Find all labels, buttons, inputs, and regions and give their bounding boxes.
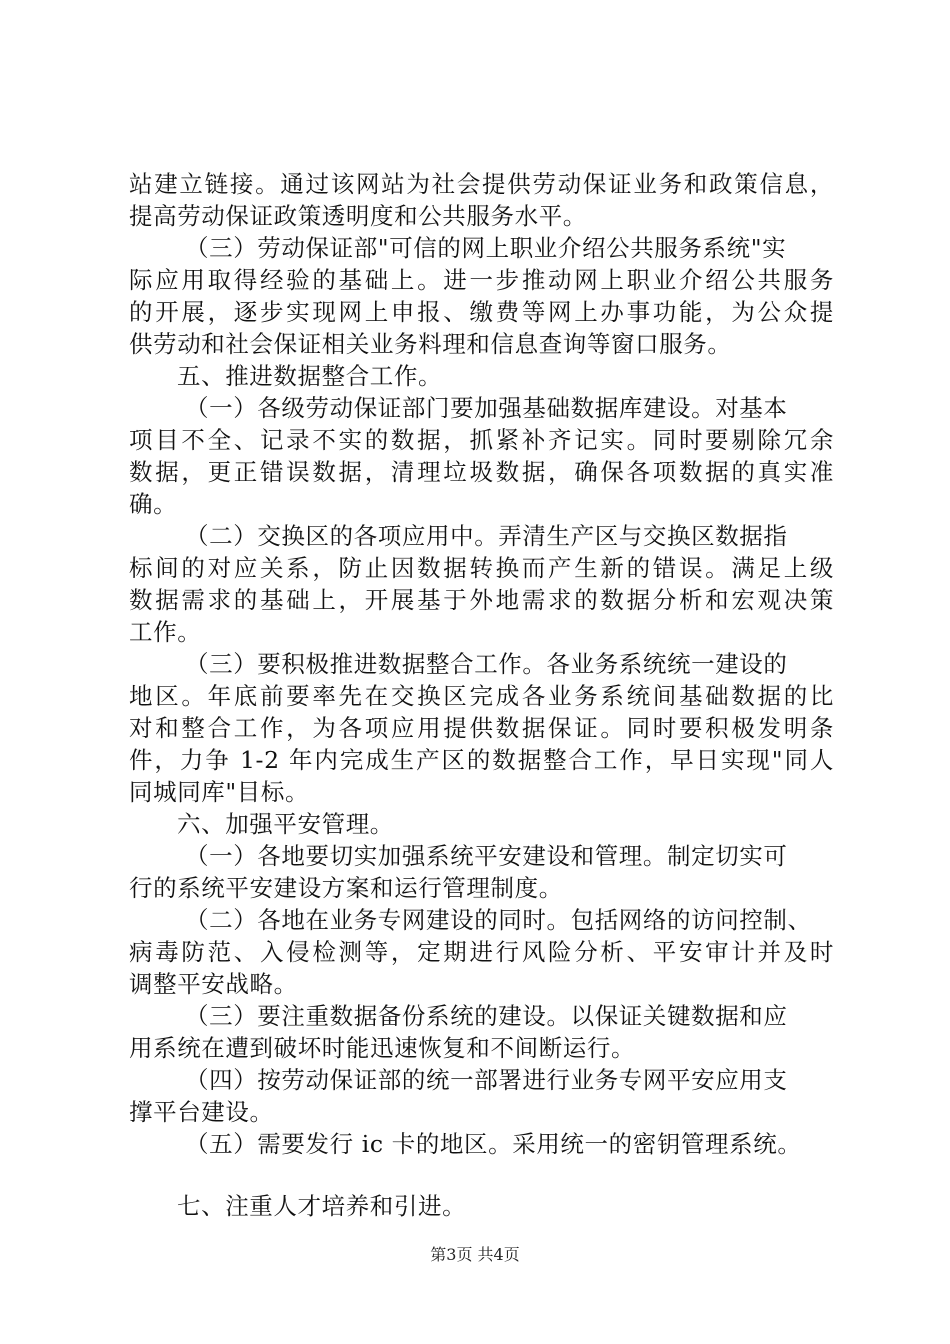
text-line: 调整平安战略。	[129, 970, 298, 998]
text-line: 件，力争 1-2 年内完成生产区的数据整合工作，早日实现"同人	[129, 746, 834, 774]
text-line: 病毒防范、入侵检测等，定期进行风险分析、平安审计并及时	[129, 938, 834, 966]
text-line: 同城同库"目标。	[129, 778, 310, 806]
text-line: 行的系统平安建设方案和运行管理制度。	[129, 874, 563, 902]
section-heading-line: 七、注重人才培养和引进。	[177, 1192, 467, 1220]
text-line: 用系统在遭到破坏时能迅速恢复和不间断运行。	[129, 1034, 636, 1062]
text-line: （一）各级劳动保证部门要加强基础数据库建设。对基本	[185, 394, 788, 422]
text-line: （一）各地要切实加强系统平安建设和管理。制定切实可	[185, 842, 788, 870]
section-heading-line: 五、推进数据整合工作。	[177, 362, 443, 390]
text-line: 标间的对应关系，防止因数据转换而产生新的错误。满足上级	[129, 554, 834, 582]
text-line: 对和整合工作，为各项应用提供数据保证。同时要积极发明条	[129, 714, 834, 742]
text-line: （二）各地在业务专网建设的同时。包括网络的访问控制、	[185, 906, 812, 934]
page-footer: 第3页 共4页	[430, 1245, 520, 1264]
text-line: （三）要积极推进数据整合工作。各业务系统统一建设的	[185, 650, 788, 678]
text-line: 工作。	[129, 618, 202, 646]
text-line: （二）交换区的各项应用中。弄清生产区与交换区数据指	[185, 522, 788, 550]
text-line: （五）需要发行 ic 卡的地区。采用统一的密钥管理系统。	[185, 1130, 802, 1158]
text-line: （三）劳动保证部"可信的网上职业介绍公共服务系统"实	[185, 234, 787, 262]
document-body	[129, 168, 834, 1222]
section-heading-line: 六、加强平安管理。	[177, 810, 394, 838]
text-line: （四）按劳动保证部的统一部署进行业务专网平安应用支	[185, 1066, 788, 1094]
text-line: 际应用取得经验的基础上。进一步推动网上职业介绍公共服务	[129, 266, 834, 294]
text-line: 撑平台建设。	[129, 1098, 274, 1126]
text-line: 数据，更正错误数据，清理垃圾数据，确保各项数据的真实准	[129, 458, 834, 486]
text-line: 地区。年底前要率先在交换区完成各业务系统间基础数据的比	[129, 682, 834, 710]
text-line: 项目不全、记录不实的数据，抓紧补齐记实。同时要剔除冗余	[129, 426, 834, 454]
paragraph-spacer	[129, 1160, 834, 1190]
text-line: 数据需求的基础上，开展基于外地需求的数据分析和宏观决策	[129, 586, 834, 614]
text-line: 提高劳动保证政策透明度和公共服务水平。	[129, 202, 587, 230]
text-line: 确。	[129, 490, 178, 518]
text-line: （三）要注重数据备份系统的建设。以保证关键数据和应	[185, 1002, 788, 1030]
text-line: 的开展，逐步实现网上申报、缴费等网上办事功能，为公众提	[129, 298, 834, 326]
text-line: 供劳动和社会保证相关业务料理和信息查询等窗口服务。	[129, 330, 732, 358]
text-line: 站建立链接。通过该网站为社会提供劳动保证业务和政策信息，	[129, 170, 834, 198]
